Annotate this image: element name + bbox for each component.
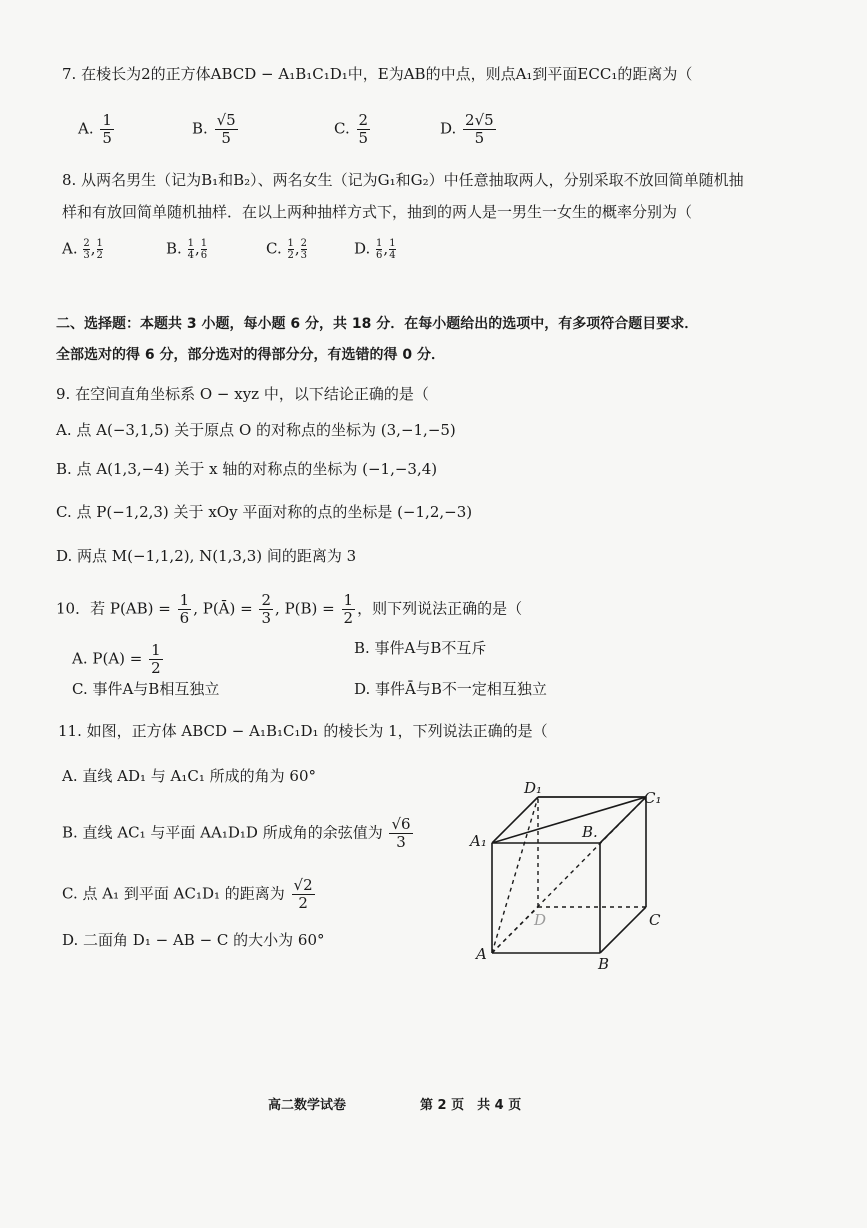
label-c1: C₁ [644,789,662,807]
section2-line2: 全部选对的得 6 分，部分选对的得部分分，有选错的得 0 分． [56,347,445,363]
label-a: A [476,945,487,963]
q7-option-a-label: A. [78,119,94,138]
label-b1: B. [582,823,598,841]
q9-option-c: C. 点 P(−1,2,3) 关于 xOy 平面对称的点的坐标是 (−1,2,−3) [56,503,473,521]
q8-line1: 8. 从两名男生（记为B₁和B₂）、两名女生（记为G₁和G₂）中任意抽取两人，分别采取不放回简单随机抽 [62,171,744,189]
q10-option-c: C. 事件A与B相互独立 [72,680,220,698]
q11-option-d: D. 二面角 D₁ − AB − C 的大小为 60° [62,931,325,949]
q7-option-b-fraction: $\frac{√5}{5}$ [216,111,236,147]
q10-option-b: B. 事件A与B不互斥 [354,639,487,657]
q7-option-c-fraction: $\frac{2}{5}$ [358,111,369,147]
q7-option-a [78,112,116,147]
q8-option-b: B. $\frac{1}{4}$ , $\frac{1}{6}$ [166,238,208,261]
label-b: B [598,955,610,973]
label-c: C [649,911,661,929]
label-a1: A₁ [470,832,487,850]
footer-page: 第 2 页 共 4 页 [420,1098,522,1113]
q11-option-b: B. 直线 AC₁ 与平面 AA₁D₁D 所成角的余弦值为 $\frac{√6}{3}$ [62,815,411,851]
q7-option-c-label: C. [334,119,350,138]
footer-title: 高二数学试卷 [268,1098,347,1113]
q8-option-d: D. $\frac{1}{6}$ , $\frac{1}{4}$ [354,238,396,261]
q8-option-a: A. $\frac{2}{3}$ , $\frac{1}{2}$ [62,238,103,261]
q10-option-a: A. P(A) = $\frac{1}{2}$ [72,641,161,677]
edge-c-b [600,907,646,953]
q7-option-b [192,112,240,147]
q9-option-a: A. 点 A(−3,1,5) 关于原点 O 的对称点的坐标为 (3,−1,−5) [56,421,456,439]
q10-option-d: D. 事件Ā与B不一定相互独立 [354,680,547,698]
q8-option-c: C. $\frac{1}{2}$ , $\frac{2}{3}$ [266,238,308,261]
q7-option-d [440,112,498,147]
q7-option-b-label: B. [192,119,208,138]
q7-option-d-label: D. [440,119,457,138]
q7-option-c [334,112,372,147]
label-d: D [534,911,547,929]
q7-stem: 7. 在棱长为2的正方体ABCD − A₁B₁C₁D₁中，E为AB的中点，则点A₁到平面ECC₁的距离为（ [62,65,693,83]
q11-option-a: A. 直线 AD₁ 与 A₁C₁ 所成的角为 60° [62,767,317,785]
section2-line1: 二、选择题：本题共 3 小题，每小题 6 分，共 18 分．在每小题给出的选项中，有多项符合题目要求． [56,316,699,332]
q9-option-d: D. 两点 M(−1,1,2), N(1,3,3) 间的距离为 3 [56,547,357,565]
q7-option-a-fraction: $\frac{1}{5}$ [102,111,112,147]
q10-stem: 10．若 P(AB) = $\frac{1}{6}$ , P(Ā) = $\frac{2}{3}$ , P(B) = $\frac{1}{2}$ ，则下列说法正确的是（ [56,591,523,627]
q9-stem: 9. 在空间直角坐标系 O − xyz 中，以下结论正确的是（ [56,385,429,403]
q8-line2: 样和有放回简单随机抽样．在以上两种抽样方式下，抽到的两人是一男生一女生的概率分别为（ [62,203,693,221]
q9-option-b: B. 点 A(1,3,−4) 关于 x 轴的对称点的坐标为 (−1,−3,4) [56,460,438,478]
label-d1: D₁ [524,779,543,797]
q11-option-c: C. 点 A₁ 到平面 AC₁D₁ 的距离为 $\frac{√2}{2}$ [62,876,313,912]
q11-stem: 11. 如图，正方体 ABCD − A₁B₁C₁D₁ 的棱长为 1，下列说法正确的是（ [58,722,548,740]
q7-option-d-fraction: $\frac{2√5}{5}$ [465,111,494,147]
cube-diagram [466,775,706,975]
